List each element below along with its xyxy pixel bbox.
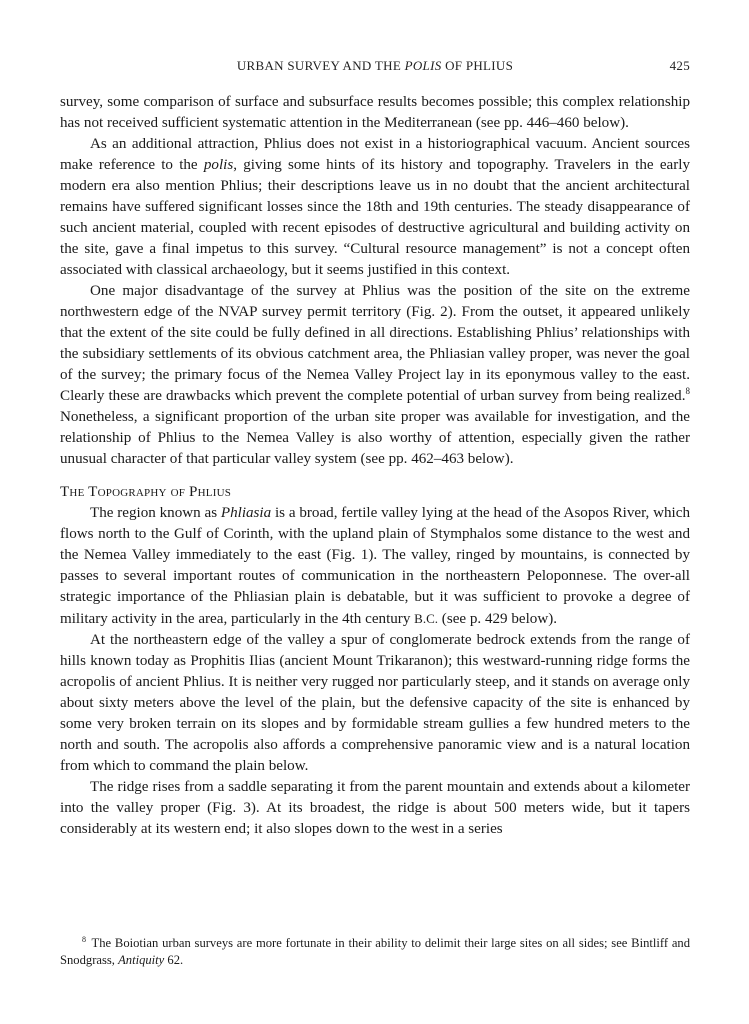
- paragraph-2-part-a: As an additional attraction, Phlius does not exist in a historiographical vacuum. Ancient sources make reference to the: [60, 136, 690, 173]
- footnote-text-a: The Boiotian urban surveys are more fortunate in their ability to delimit their large sites on all sides; see Bintliff and Snodgrass,: [60, 936, 690, 967]
- paragraph-2-italic: polis: [203, 157, 234, 173]
- paragraph-3-part-b: Nonetheless, a significant proportion of the urban site proper was available for investigation, and the relationship of Phlius to the Nemea Valley is also worthy of attention, especially given the rather unusual character of that particular valley system (see pp. 462–463 below).: [60, 409, 690, 467]
- paragraph-4: [60, 503, 690, 630]
- footnote-mark: 8: [82, 934, 86, 944]
- footnote-text-b: 62.: [164, 953, 184, 967]
- running-title-prefix: URBAN SURVEY AND THE: [236, 58, 405, 73]
- paragraph-4-part-b: is a broad, fertile valley lying at the head of the Asopos River, which flows north to the Gulf of Corinth, with the upland plain of Stymphalos some distance to the west and the Nemea Valley immediately to the east (Fig. 1). The valley, ringed by mountains, is connected by passes to several important routes of communication in the northeastern Peloponnese. The over-all strategic importance of the Phliasian plain is debatable, but it was sufficient to provoke a degree of military activity in the area, particularly in the 4th century: [60, 505, 690, 627]
- running-title-italic: POLIS: [404, 58, 442, 73]
- running-title: [60, 58, 690, 74]
- paragraph-3-part-a: One major disadvantage of the survey at Phlius was the position of the site on the extreme northwestern edge of the NVAP survey permit territory (Fig. 2). From the outset, it appeared unlikely that the extent of the site could be fully defined in all directions. Establishing Phlius’ relationships with the subsidiary settlements of its obvious catchment area, the Phliasian valley proper, was never the goal of the survey; the primary focus of the Nemea Valley Project lay in its eponymous valley to the east. Clearly these are drawbacks which prevent the complete potential of urban survey from being realized.: [60, 283, 690, 404]
- paragraph-4-part-c: (see p. 429 below).: [438, 611, 558, 627]
- paragraph-3: [60, 281, 690, 470]
- paragraph-4-italic: Phliasia: [220, 505, 272, 521]
- paragraph-4-era: B.C.: [414, 611, 439, 626]
- paragraph-2-part-b: , giving some hints of its history and topography. Travelers in the early modern era also mention Phlius; their descriptions leave us in no doubt that the ancient architectural remains have suffered significant losses since the 18th and 19th centuries. The steady disappearance of such ancient material, coupled with recent episodes of destructive agricultural and building activity on the site, gave a final impetus to this survey. “Cultural resource management” is not a concept often associated with classical archaeology, but it seems justified in this context.: [60, 157, 690, 278]
- footnote-reference[interactable]: 8: [685, 385, 690, 396]
- body-text: [60, 92, 690, 840]
- running-title-suffix: OF PHLIUS: [441, 58, 514, 73]
- paragraph-2: [60, 134, 690, 281]
- footnote-8: [60, 935, 690, 969]
- footnote-italic: Antiquity: [118, 953, 165, 967]
- paragraph-4-part-a: The region known as: [90, 505, 221, 521]
- footnote: [60, 935, 690, 969]
- section-heading: The Topography of Phlius: [60, 484, 232, 500]
- paragraph-5: At the northeastern edge of the valley a spur of conglomerate bedrock extends from the range of hills known today as Prophitis Ilias (ancient Mount Trikaranon); this westward-running ridge forms the acropolis of ancient Phlius. It is neither very rugged nor particularly steep, and it stands on average only about sixty meters above the level of the plain, but the defensive capacity of the site is enhanced by some very broken terrain on its slopes and by formidable stream gullies a few hundred meters to the north and south. The acropolis also affords a comprehensive panoramic view and is a natural location from which to command the plain below.: [60, 632, 690, 774]
- page-number: 425: [669, 58, 690, 73]
- paragraph-6: The ridge rises from a saddle separating it from the parent mountain and extends about a kilometer into the valley proper (Fig. 3). At its broadest, the ridge is about 500 meters wide, but it tapers considerably at its western end; it also slopes down to the west in a series: [60, 779, 690, 837]
- paragraph-1: survey, some comparison of surface and subsurface results becomes possible; this complex relationship has not received sufficient systematic attention in the Mediterranean (see pp. 446–460 below).: [60, 94, 690, 131]
